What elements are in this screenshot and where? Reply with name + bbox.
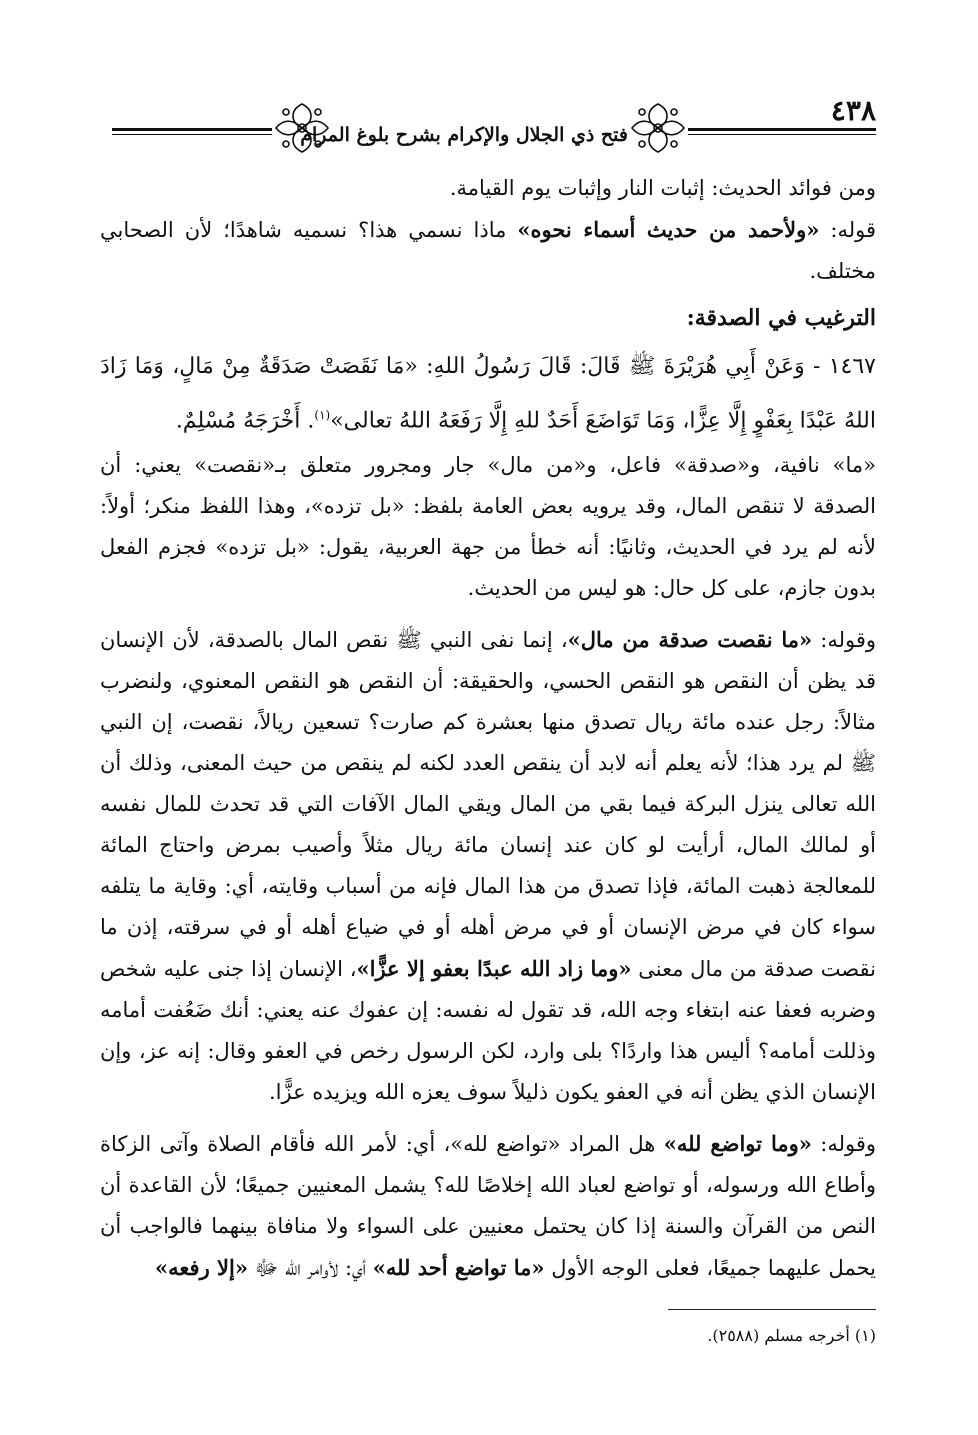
paragraph-benefits: ومن فوائد الحديث: إثبات النار وإثبات يوم القيامة. [449, 176, 876, 200]
quoted-phrase: «وما زاد الله عبدًا بعفو إلا عزًّا» [356, 956, 632, 982]
footnote-marker: (١) [314, 408, 331, 422]
footnote-rule [668, 1309, 876, 1310]
text-run: ماذا نسمي هذا؟ نسميه شاهدًا؛ لأن الصحابي مختلف. [100, 218, 876, 283]
page-body [100, 168, 876, 1289]
hadith-source: . أَخْرَجَهُ مُسْلِمٌ. [175, 408, 315, 434]
paragraph-explanation [100, 619, 876, 1113]
book-title: فتح ذي الجلال والإكرام بشرح بلوغ المرام [332, 120, 628, 150]
text-run: أي: لأوامر الله ﷻ [247, 1256, 373, 1281]
quoted-phrase: «ولأحمد من حديث أسماء نحوه» [517, 217, 820, 242]
quoted-phrase: «وما تواضع لله» [663, 1131, 812, 1157]
paragraph-grammar: «ما» نافية، و«صدقة» فاعل، و«من مال» جار ومجرور متعلق بـ«نقصت» يعني: أن الصدقة لا تنقص المال، وقد يرويه بعض العامة بلفظ: «بل تزده»، وهذا اللفظ منكر؛ أولاً: لأنه لم يرد في الحديث، وثانيًا: أنه خطأ من جهة العربية، يقول: «بل تزده» فجزم الفعل بدون جازم، على كل حال: هو ليس من الحديث. [100, 453, 876, 601]
text-run: هل المراد «تواضع لله»، أي: لأمر الله فأقام الصلاة وآتى الزكاة وأطاع الله ورسوله، أو تواضع لعباد الله إخلاصًا لله؟ يشمل المعنيين جميعًا؛ لأن القاعدة أن النص من القرآن والسنة إذا كان يحتمل معنيين على السواء ولا منافاة بينهما فالواجب أن يحمل عليهما جميعًا، فعلى الوجه الأول [100, 1132, 876, 1281]
paragraph-humility [100, 1123, 876, 1289]
text-run: قوله: [819, 218, 877, 242]
paragraph-witness [100, 209, 876, 292]
hadith-body: ١٤٦٧ - وَعَنْ أَبِي هُرَيْرَةَ ﷺ قَالَ: قَالَ رَسُولُ اللهِ: «مَا نَقَصَتْ صَدَقَةٌ مِنْ مَالٍ، وَمَا زَادَ اللهُ عَبْدًا بِعَفْوٍ إِلَّا عِزًّا، وَمَا تَوَاضَعَ أَحَدٌ للهِ إِلَّا رَفَعَهُ اللهُ تعالى» [100, 354, 876, 434]
page-number: ٤٣٨ [830, 94, 876, 127]
text-run: ، إنما نفى النبي ﷺ نقص المال بالصدقة، لأن الإنسان قد يظن أن النقص هو النقص الحسي، والحقيقة: أن النقص هو النقص المعنوي، ولنضرب مثالاً: رجل عنده مائة ريال تصدق منها بعشرة كم صارت؟ تسعين ريالاً، نقصت، إن النبي ﷺ لم يرد هذا؛ لأنه يعلم أنه لابد أن ينقص العدد لكنه لم ينقص من حيث المعنى، وذلك أن الله تعالى ينزل البركة فيما بقي من المال ويقي المال الآفات التي قد تحدث للمال نفسه أو لمالك المال، أرأيت لو كان عند إنسان مائة ريال مثلاً وأصيب بمرض واحتاج المائة للمعالجة ذهبت المائة، فإذا تصدق من هذا المال فإنه من أسباب وقايته، أي: وقاية ما يتلفه سواء كان في مرض الإنسان أو في مرض أهله أو في ضياع أهله أو في سرقته، إذن ما نقصت صدقة من مال معنى [100, 628, 876, 982]
text-run: وقوله: [811, 1132, 877, 1157]
ornament-right-icon [628, 100, 688, 156]
quoted-phrase: «ما نقصت صدقة من مال» [567, 627, 813, 653]
section-heading: الترغيب في الصدقة: [686, 305, 876, 331]
quoted-phrase: «ما تواضع أحد لله» [372, 1255, 545, 1281]
text-run: وقوله: [812, 628, 877, 653]
quoted-phrase: «إلا رفعه» [155, 1255, 248, 1281]
text-run: ، الإنسان إذا جنى عليه شخص وضربه فعفا عنه ابتغاء وجه الله، قد تقول له نفسه: إن عفوك عنه يعني: أنك ضَعُفت أمامه وذللت أمامه؟ أليس هذا واردًا؟ بلى وارد، لكن الرسول رخص في العفو وقال: إنه عز، وإن الإنسان الذي يظن أنه في العفو يكون ذليلاً سوف يعزه الله ويزيده عزًّا. [100, 957, 876, 1105]
hadith-text [100, 343, 876, 445]
footnote: (١) أخرجه مسلم (٢٥٨٨). [707, 1326, 876, 1345]
